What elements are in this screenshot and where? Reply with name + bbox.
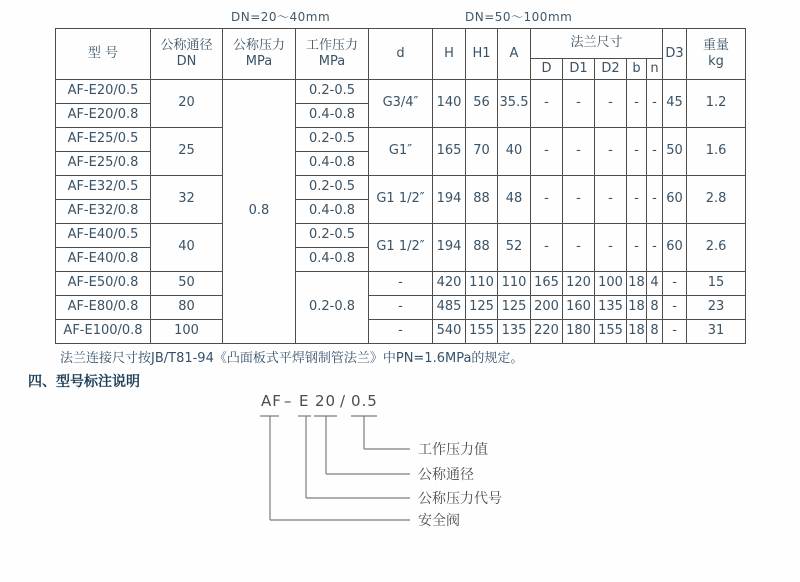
n-cell: 8: [647, 296, 663, 320]
n-cell: -: [647, 224, 663, 272]
caption-dn-large-range: DN=50～100mm: [465, 10, 573, 24]
d-cell: G1″: [369, 128, 433, 176]
D-cell: -: [531, 176, 563, 224]
D3-cell: 60: [663, 176, 687, 224]
A-cell: 40: [498, 128, 531, 176]
header-A: A: [498, 29, 531, 80]
table-row: [56, 128, 746, 152]
header-wp: [296, 29, 369, 80]
D-cell: 200: [531, 296, 563, 320]
H1-cell: 155: [466, 320, 498, 344]
D3-cell: -: [663, 320, 687, 344]
code-dn: 20: [315, 392, 337, 410]
code-dash: –: [284, 392, 293, 410]
header-weight: [687, 29, 746, 80]
wp-cell: 0.4-0.8: [296, 248, 369, 272]
D2-cell: 135: [595, 296, 627, 320]
table-row: [56, 296, 746, 320]
A-cell: 135: [498, 320, 531, 344]
D-cell: -: [531, 80, 563, 128]
label-nominal-diameter: 公称通径: [418, 467, 474, 483]
table-row: [56, 272, 746, 296]
D3-cell: 45: [663, 80, 687, 128]
model-cell: AF-E20/0.8: [56, 104, 151, 128]
D-cell: 220: [531, 320, 563, 344]
wp-cell: 0.2-0.5: [296, 128, 369, 152]
header-pn: [223, 29, 296, 80]
wp-cell: 0.4-0.8: [296, 104, 369, 128]
code-prefix: AF: [261, 392, 282, 410]
weight-cell: 1.6: [687, 128, 746, 176]
b-cell: -: [627, 128, 647, 176]
weight-cell: 31: [687, 320, 746, 344]
D-cell: 165: [531, 272, 563, 296]
D2-cell: 155: [595, 320, 627, 344]
dn-cell: 80: [151, 296, 223, 320]
D2-cell: -: [595, 176, 627, 224]
A-cell: 52: [498, 224, 531, 272]
H-cell: 165: [433, 128, 466, 176]
D1-cell: 180: [563, 320, 595, 344]
dn-cell: 100: [151, 320, 223, 344]
header-weight-line2: kg: [708, 54, 724, 69]
D1-cell: -: [563, 80, 595, 128]
table-row: [56, 224, 746, 248]
wp-cell: 0.4-0.8: [296, 152, 369, 176]
dn-cell: 20: [151, 80, 223, 128]
wp-cell: 0.2-0.5: [296, 224, 369, 248]
label-pressure-code: 公称压力代号: [418, 491, 502, 507]
model-cell: AF-E80/0.8: [56, 296, 151, 320]
H1-cell: 88: [466, 224, 498, 272]
A-cell: 125: [498, 296, 531, 320]
model-cell: AF-E40/0.8: [56, 248, 151, 272]
table-row: [56, 176, 746, 200]
spec-table: [55, 28, 746, 344]
table-row: [56, 80, 746, 104]
D3-cell: 60: [663, 224, 687, 272]
code-series: E: [299, 392, 310, 410]
n-cell: -: [647, 128, 663, 176]
header-flange-n: n: [647, 59, 663, 80]
code-value: 0.5: [351, 392, 378, 410]
header-flange-b: b: [627, 59, 647, 80]
header-pn-line1: 公称压力: [232, 37, 285, 53]
table-row: [56, 320, 746, 344]
header-wp-line2: MPa: [318, 54, 346, 69]
dn-cell: 25: [151, 128, 223, 176]
D3-cell: 50: [663, 128, 687, 176]
header-dn-line1: 公称通径: [160, 37, 213, 53]
H-cell: 420: [433, 272, 466, 296]
model-cell: AF-E40/0.5: [56, 224, 151, 248]
b-cell: -: [627, 176, 647, 224]
n-cell: 8: [647, 320, 663, 344]
d-cell: -: [369, 272, 433, 296]
header-H1: H1: [466, 29, 498, 80]
d-cell: -: [369, 296, 433, 320]
d-cell: G1 1/2″: [369, 176, 433, 224]
dn-cell: 50: [151, 272, 223, 296]
label-safety-valve: 安全阀: [418, 513, 460, 529]
weight-cell: 15: [687, 272, 746, 296]
weight-cell: 1.2: [687, 80, 746, 128]
header-dn: [151, 29, 223, 80]
model-code-diagram: [250, 390, 530, 542]
header-wp-line1: 工作压力: [305, 37, 358, 53]
n-cell: -: [647, 176, 663, 224]
d-cell: -: [369, 320, 433, 344]
H-cell: 194: [433, 176, 466, 224]
H1-cell: 110: [466, 272, 498, 296]
D-cell: -: [531, 224, 563, 272]
model-cell: AF-E32/0.8: [56, 200, 151, 224]
model-cell: AF-E25/0.5: [56, 128, 151, 152]
header-flange-D1: D1: [563, 59, 595, 80]
model-cell: AF-E25/0.8: [56, 152, 151, 176]
H1-cell: 56: [466, 80, 498, 128]
D1-cell: -: [563, 176, 595, 224]
H-cell: 485: [433, 296, 466, 320]
header-H: H: [433, 29, 466, 80]
dn-cell: 40: [151, 224, 223, 272]
weight-cell: 2.8: [687, 176, 746, 224]
n-cell: -: [647, 80, 663, 128]
code-slash: /: [340, 392, 347, 410]
weight-cell: 2.6: [687, 224, 746, 272]
dn-cell: 32: [151, 176, 223, 224]
model-cell: AF-E20/0.5: [56, 80, 151, 104]
caption-dn-small-range: DN=20～40mm: [231, 10, 331, 24]
b-cell: -: [627, 80, 647, 128]
H-cell: 194: [433, 224, 466, 272]
header-D3: D3: [663, 29, 687, 80]
H-cell: 140: [433, 80, 466, 128]
header-flange-D2: D2: [595, 59, 627, 80]
header-weight-line1: 重量: [703, 37, 730, 53]
H1-cell: 125: [466, 296, 498, 320]
model-cell: AF-E50/0.8: [56, 272, 151, 296]
D1-cell: 120: [563, 272, 595, 296]
H1-cell: 88: [466, 176, 498, 224]
b-cell: 18: [627, 272, 647, 296]
D3-cell: -: [663, 272, 687, 296]
section-heading: 四、型号标注说明: [28, 374, 140, 390]
n-cell: 4: [647, 272, 663, 296]
b-cell: -: [627, 224, 647, 272]
A-cell: 110: [498, 272, 531, 296]
model-cell: AF-E32/0.5: [56, 176, 151, 200]
A-cell: 48: [498, 176, 531, 224]
D3-cell: -: [663, 296, 687, 320]
wp-cell: 0.4-0.8: [296, 200, 369, 224]
d-cell: G1 1/2″: [369, 224, 433, 272]
b-cell: 18: [627, 320, 647, 344]
label-working-pressure: 工作压力值: [418, 442, 488, 458]
flange-standard-note: 法兰连接尺寸按JB/T81-94《凸面板式平焊钢制管法兰》中PN=1.6MPa的规定。: [60, 351, 524, 366]
pn-cell: 0.8: [223, 80, 296, 344]
model-cell: AF-E100/0.8: [56, 320, 151, 344]
d-cell: G3/4″: [369, 80, 433, 128]
header-flange-size: 法兰尺寸: [531, 29, 663, 59]
D2-cell: -: [595, 80, 627, 128]
wp-cell: 0.2-0.5: [296, 176, 369, 200]
D2-cell: -: [595, 224, 627, 272]
D1-cell: -: [563, 128, 595, 176]
D-cell: -: [531, 128, 563, 176]
header-d: d: [369, 29, 433, 80]
header-pn-line2: MPa: [245, 54, 273, 69]
wp-cell: 0.2-0.5: [296, 80, 369, 104]
D2-cell: -: [595, 128, 627, 176]
header-flange-D: D: [531, 59, 563, 80]
header-model: 型 号: [56, 29, 151, 80]
A-cell: 35.5: [498, 80, 531, 128]
H-cell: 540: [433, 320, 466, 344]
b-cell: 18: [627, 296, 647, 320]
H1-cell: 70: [466, 128, 498, 176]
wp-cell: 0.2-0.8: [296, 272, 369, 344]
D1-cell: 160: [563, 296, 595, 320]
D2-cell: 100: [595, 272, 627, 296]
weight-cell: 23: [687, 296, 746, 320]
D1-cell: -: [563, 224, 595, 272]
header-dn-line2: DN: [176, 54, 197, 69]
